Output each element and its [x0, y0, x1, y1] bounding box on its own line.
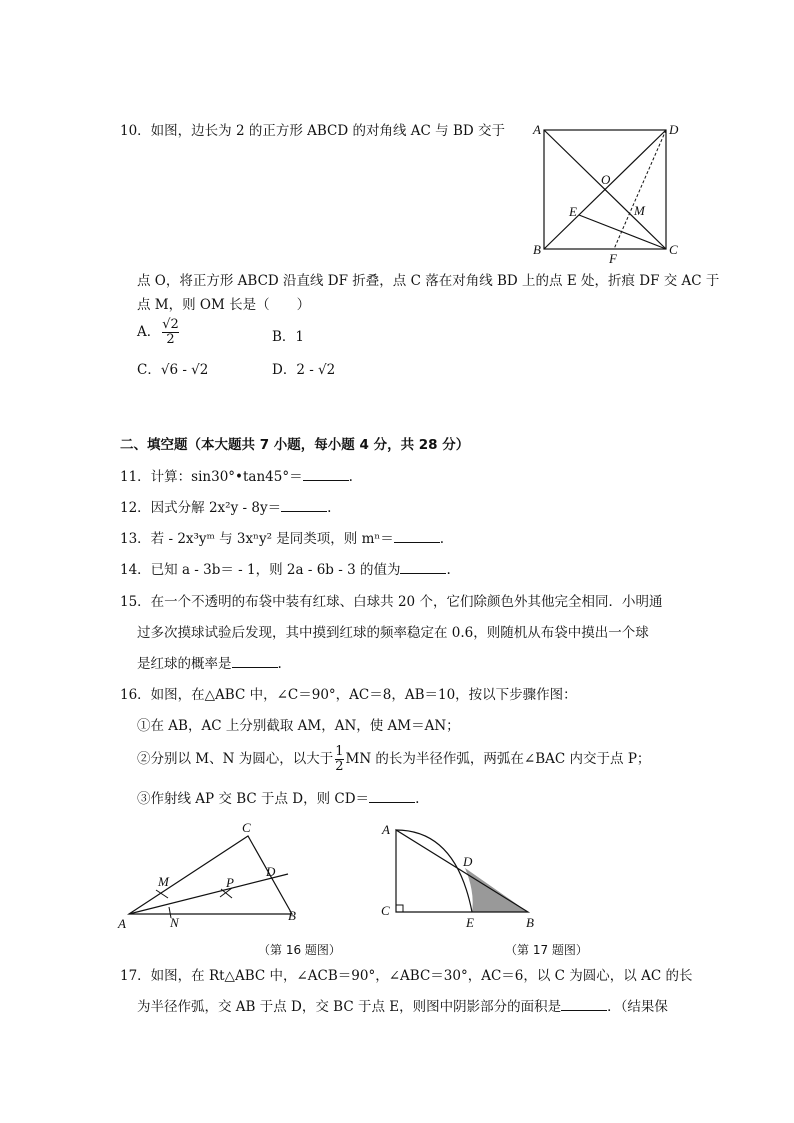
q10-label-c: C: [669, 242, 678, 257]
q17-label-c: C: [381, 903, 390, 918]
q10-line2: 点 O，将正方形 ABCD 沿直线 DF 折叠，点 C 落在对角线 BD 上的点 E 处，折痕 DF 交 AC 于: [137, 273, 720, 289]
q11-answer-blank[interactable]: [303, 468, 349, 481]
q17-line1: 17．如图，在 Rt△ABC 中，∠ACB＝90°，∠ABC＝30°，AC＝6，以 C 为圆心，以 AC 的长: [120, 968, 693, 984]
q17-label-e: E: [466, 915, 474, 930]
q16-line1: 16．如图，在△ABC 中，∠C＝90°，AC＝8，AB＝10，按以下步骤作图：: [120, 687, 577, 703]
q14-answer-blank[interactable]: [400, 561, 446, 574]
q10-line1: 10．如图，边长为 2 的正方形 ABCD 的对角线 AC 与 BD 交于: [120, 123, 505, 139]
q12: 12．因式分解 2x²y - 8y＝ .: [120, 500, 332, 516]
q12-answer-blank[interactable]: [281, 499, 327, 512]
q10-label-m: M: [634, 203, 645, 218]
q17-answer-blank[interactable]: [561, 998, 607, 1011]
q15-line2: 过多次摸球试验后发现，其中摸到红球的频率稳定在 0.6，则随机从布袋中摸出一个球: [137, 625, 649, 641]
q13: 13．若 - 2x³yᵐ 与 3xⁿy² 是同类项，则 mⁿ＝ .: [120, 531, 445, 547]
q16-label-d: D: [266, 864, 276, 879]
q16-figure: [116, 818, 311, 933]
q10-option-c[interactable]: C．√6 - √2: [137, 362, 209, 378]
q16-caption: （第 16 题图）: [258, 943, 341, 957]
q17-label-d: D: [463, 854, 473, 869]
q17-line2: 为半径作弧，交 AB 于点 D，交 BC 于点 E，则图中阴影部分的面积是 ．（结果保: [137, 999, 668, 1015]
q10-option-b[interactable]: B．1: [272, 329, 305, 345]
q15-answer-blank[interactable]: [232, 655, 278, 668]
q15-line1: 15．在一个不透明的布袋中装有红球、白球共 20 个，它们除颜色外其他完全相同．小明通: [120, 594, 663, 610]
q17-caption: （第 17 题图）: [505, 943, 588, 957]
q10-label-e: E: [569, 204, 577, 219]
q10-option-d[interactable]: D．2 - √2: [272, 362, 336, 378]
q17-figure: [376, 818, 546, 933]
q16-label-c: C: [242, 820, 251, 835]
q10-label-o: O: [601, 172, 611, 187]
q16-label-b: B: [288, 908, 296, 923]
q10-option-a[interactable]: A． $\frac{√2}{2}$: [137, 317, 179, 347]
q16-label-m: M: [158, 874, 169, 889]
q10-label-f: F: [609, 251, 617, 266]
q16-label-a: A: [118, 916, 126, 931]
q16-half-fraction: $\frac{1}{2}$: [335, 744, 344, 774]
q16-step2: ②分别以 M、N 为圆心，以大于 $\frac{1}{2}$ MN 的长为半径作弧，两弧在∠BAC 内交于点 P；: [137, 744, 651, 774]
q10-label-a: A: [533, 122, 541, 137]
q14: 14．已知 a - 3b＝ - 1，则 2a - 6b - 3 的值为 .: [120, 562, 451, 578]
q16-label-n: N: [170, 915, 179, 930]
q17-label-b: B: [526, 915, 534, 930]
q16-label-p: P: [226, 875, 234, 890]
q16-answer-blank[interactable]: [369, 790, 415, 803]
section2-title: 二、填空题（本大题共 7 小题，每小题 4 分，共 28 分）: [120, 437, 470, 453]
q16-step3: ③作射线 AP 交 BC 于点 D，则 CD＝ .: [137, 791, 420, 807]
q11: 11．计算：sin30°•tan45°＝ .: [120, 469, 353, 485]
q10-figure: [528, 118, 688, 268]
q10-line3: 点 M，则 OM 长是（ ）: [137, 297, 311, 313]
q16-step1: ①在 AB，AC 上分别截取 AM，AN，使 AM＝AN；: [137, 718, 460, 734]
q17-label-a: A: [382, 822, 390, 837]
q10-option-a-fraction: $\frac{√2}{2}$: [162, 317, 179, 347]
q15-line3: 是红球的概率是 .: [137, 656, 282, 672]
q10-label-b: B: [533, 242, 541, 257]
q10-label-d: D: [669, 122, 679, 137]
q13-answer-blank[interactable]: [394, 530, 440, 543]
